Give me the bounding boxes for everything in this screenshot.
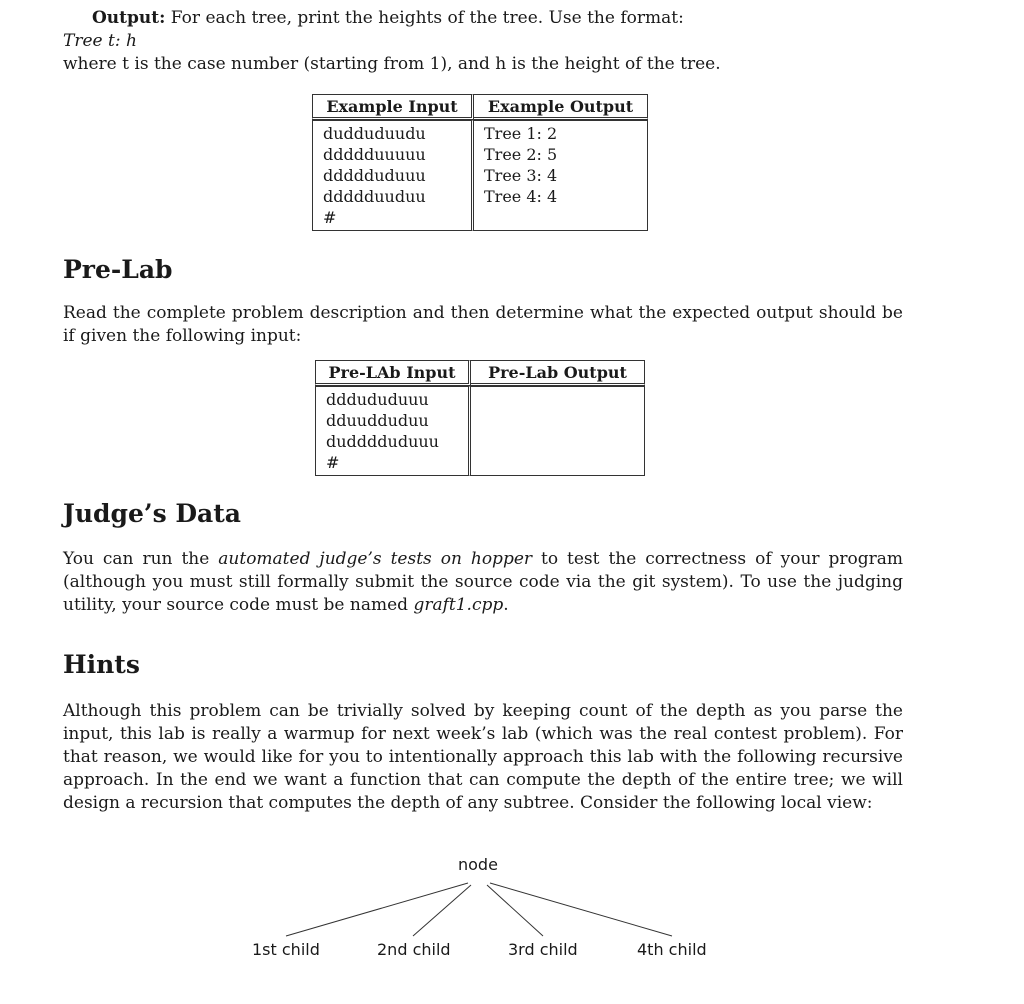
prelab-input-line: dduudduduu — [326, 411, 429, 430]
example-output-header: Example Output — [474, 94, 648, 120]
prelab-heading: Pre-Lab — [63, 255, 173, 284]
prelab-input-line: dddududuuu — [326, 390, 429, 409]
judge-text-2: to test the correctness of your program (although you must still formally submit the source code via the git system). To use the judging utility, your source code must be named — [63, 549, 903, 615]
format-text: Tree t: h — [63, 31, 137, 51]
edge-3rd-child — [487, 885, 543, 936]
example-input-line: ddddduuduu — [323, 187, 426, 206]
judge-italic-1: automated judge’s tests on hopper — [218, 549, 533, 569]
example-output-line: Tree 4: 4 — [484, 187, 558, 206]
edge-2nd-child — [413, 885, 471, 936]
judge-filename: graft1.cpp — [413, 595, 504, 615]
example-input-header: Example Input — [312, 94, 474, 120]
node-label: node — [458, 855, 498, 874]
output-text: For each tree, print the heights of the tree. Use the format: — [165, 8, 684, 28]
where-line: where t is the case number (starting from 1), and h is the height of the tree. — [63, 54, 721, 74]
hints-paragraph: Although this problem can be trivially solved by keeping count of the depth as you parse the input, this lab is really a warmup for next week’s lab (which was the real contest problem). For that reason, we would like for you to intentionally approach this lab with the following recursive approach. In the end we want a function that can compute the depth of the entire tree; we will design a recursion that computes the depth of any subtree. Consider the following local view: — [63, 701, 903, 813]
child-label-4: 4th child — [637, 940, 707, 959]
child-label-3: 3rd child — [508, 940, 578, 959]
hints-heading: Hints — [63, 650, 140, 679]
example-output-line: Tree 2: 5 — [484, 145, 558, 164]
prelab-input-line: dudddduduuu — [326, 432, 439, 451]
prelab-output-header: Pre-Lab Output — [471, 360, 645, 386]
judge-text-1: You can run the — [63, 549, 219, 569]
example-input-line: ddddduuuuu — [323, 145, 426, 164]
prelab-paragraph: Read the complete problem description and then determine what the expected output should be if given the following input: — [63, 303, 903, 346]
example-input-line: dudduduudu — [323, 124, 426, 143]
judge-text-3: . — [503, 595, 509, 615]
prelab-input-line: # — [326, 453, 340, 472]
prelab-input-header: Pre-LAb Input — [315, 360, 471, 386]
example-input-line: # — [323, 208, 337, 227]
child-label-2: 2nd child — [377, 940, 451, 959]
child-label-1: 1st child — [252, 940, 320, 959]
output-label: Output: — [92, 8, 166, 28]
edge-4th-child — [490, 883, 672, 936]
example-input-line: ddddduduuu — [323, 166, 426, 185]
edge-1st-child — [286, 883, 468, 936]
judge-heading: Judge’s Data — [63, 499, 241, 528]
example-output-line: Tree 3: 4 — [484, 166, 558, 185]
example-output-line: Tree 1: 2 — [484, 124, 558, 143]
